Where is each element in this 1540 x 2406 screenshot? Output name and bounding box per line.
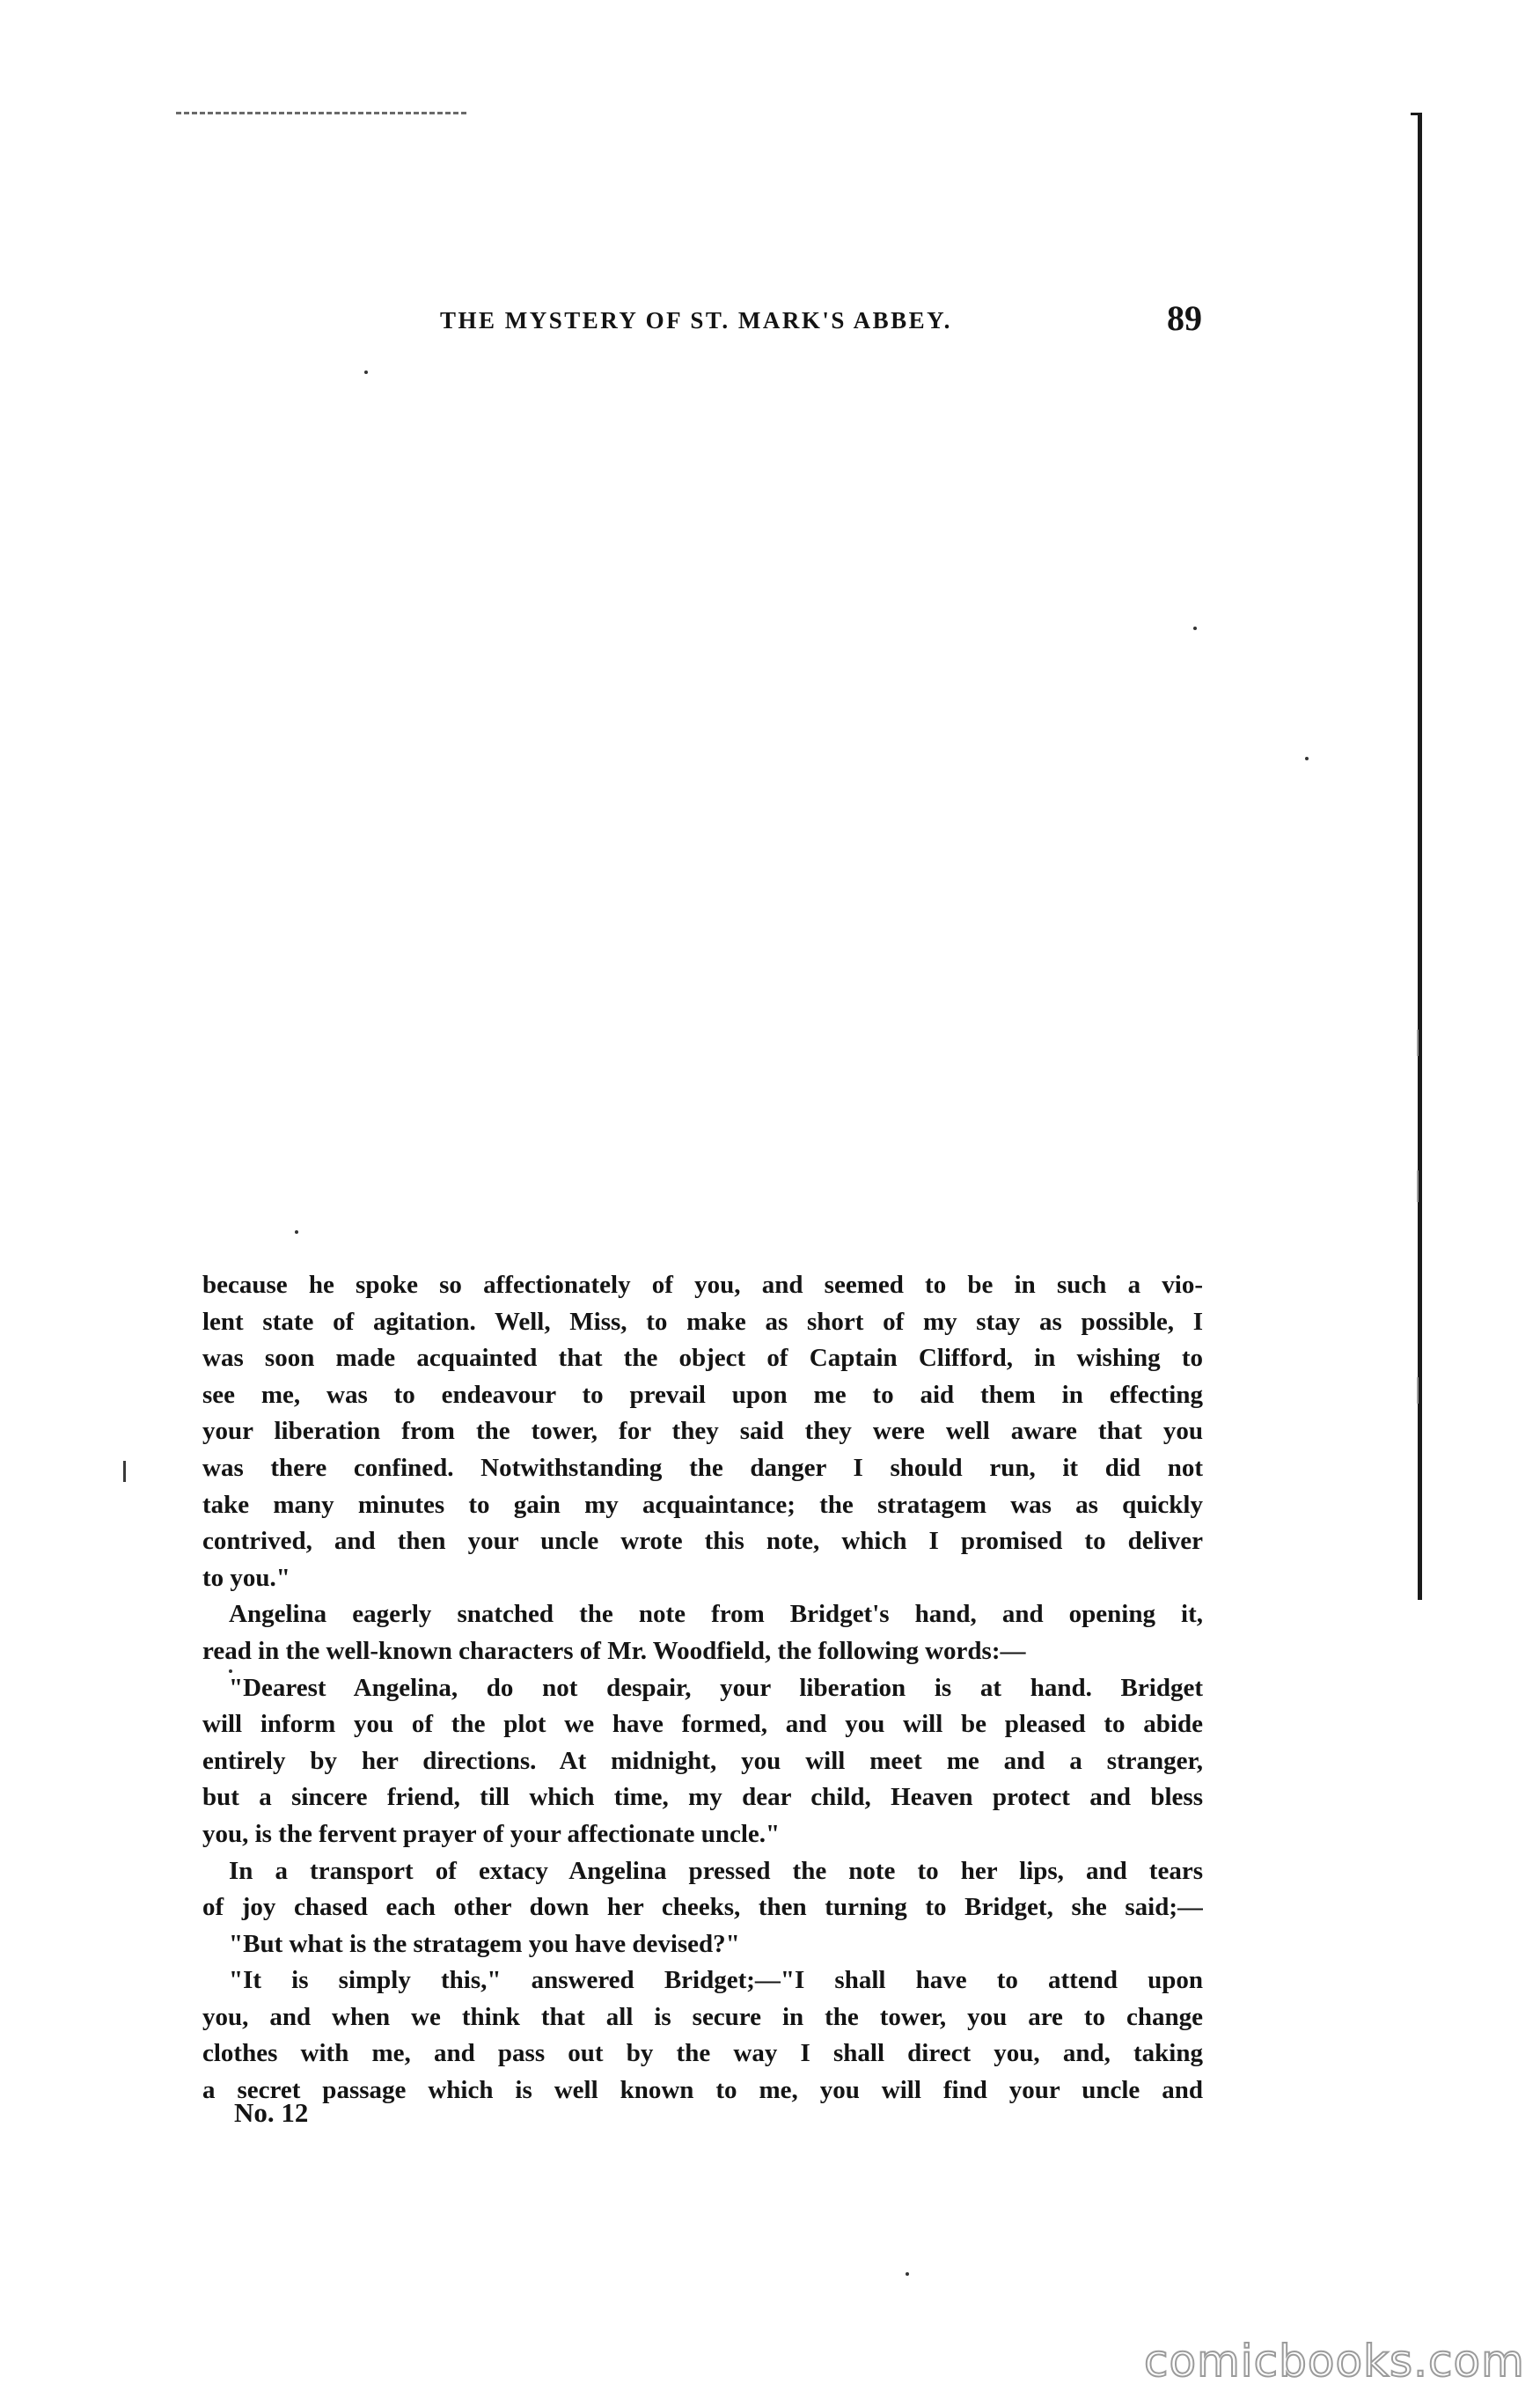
margin-mark [123, 1461, 126, 1482]
text-line: take many minutes to gain my acquaintance; the stratagem was as quickly [202, 1490, 1203, 1519]
text-line: will inform you of the plot we have formed, and you will be pleased to abide [202, 1710, 1203, 1739]
signature-mark: No. 12 [234, 2097, 309, 2128]
text-line: to you." [202, 1563, 290, 1592]
text-line: "Dearest Angelina, do not despair, your liberation is at hand. Bridget [229, 1673, 1203, 1702]
text-line: read in the well-known characters of Mr. Woodfield, the following words:— [202, 1636, 1026, 1665]
text-line: was there confined. Notwithstanding the danger I should run, it did not [202, 1453, 1203, 1482]
watermark: comicbooks.com [1144, 2336, 1525, 2387]
page-number: 89 [1167, 298, 1202, 338]
running-title: THE MYSTERY OF ST. MARK'S ABBEY. [440, 307, 952, 334]
top-scan-rule [176, 112, 466, 114]
page-edge-corner [1411, 113, 1419, 115]
text-line: you, is the fervent prayer of your affectionate uncle." [202, 1819, 781, 1848]
scan-artifact [1417, 1030, 1419, 1056]
scan-speck [1305, 757, 1309, 760]
text-line: because he spoke so affectionately of you, and seemed to be in such a vio- [202, 1271, 1203, 1299]
text-line: "But what is the stratagem you have devised?" [229, 1929, 740, 1958]
text-line: lent state of agitation. Well, Miss, to make as short of my stay as possible, I [202, 1307, 1203, 1336]
text-line: a secret passage which is well known to me, you will find your uncle and [202, 2076, 1203, 2105]
scan-speck [1193, 627, 1197, 630]
scan-artifact [1417, 1170, 1419, 1202]
text-line: was soon made acquainted that the object of Captain Clifford, in wishing to [202, 1344, 1203, 1373]
text-line: entirely by her directions. At midnight, you will meet me and a stranger, [202, 1746, 1203, 1775]
scan-speck [906, 2272, 909, 2276]
text-line: but a sincere friend, till which time, my dear child, Heaven protect and bless [202, 1783, 1203, 1812]
text-line: see me, was to endeavour to prevail upon me to aid them in effecting [202, 1380, 1203, 1409]
text-line: you, and when we think that all is secure in the tower, you are to change [202, 2002, 1203, 2031]
text-line: your liberation from the tower, for they said they were well aware that you [202, 1417, 1203, 1446]
body-text [202, 1267, 1203, 2109]
scan-artifact [1417, 1377, 1419, 1404]
scan-speck [364, 370, 368, 374]
text-line: "It is simply this," answered Bridget;—"I shall have to attend upon [229, 1966, 1203, 1995]
text-line: clothes with me, and pass out by the way I shall direct you, and, taking [202, 2039, 1203, 2068]
text-line: In a transport of extacy Angelina pressed the note to her lips, and tears [229, 1856, 1203, 1885]
text-line: of joy chased each other down her cheeks, then turning to Bridget, she said;— [202, 1893, 1203, 1922]
text-line: Angelina eagerly snatched the note from Bridget's hand, and opening it, [229, 1600, 1203, 1629]
text-line: contrived, and then your uncle wrote this note, which I promised to deliver [202, 1527, 1203, 1556]
scan-speck [295, 1230, 298, 1234]
